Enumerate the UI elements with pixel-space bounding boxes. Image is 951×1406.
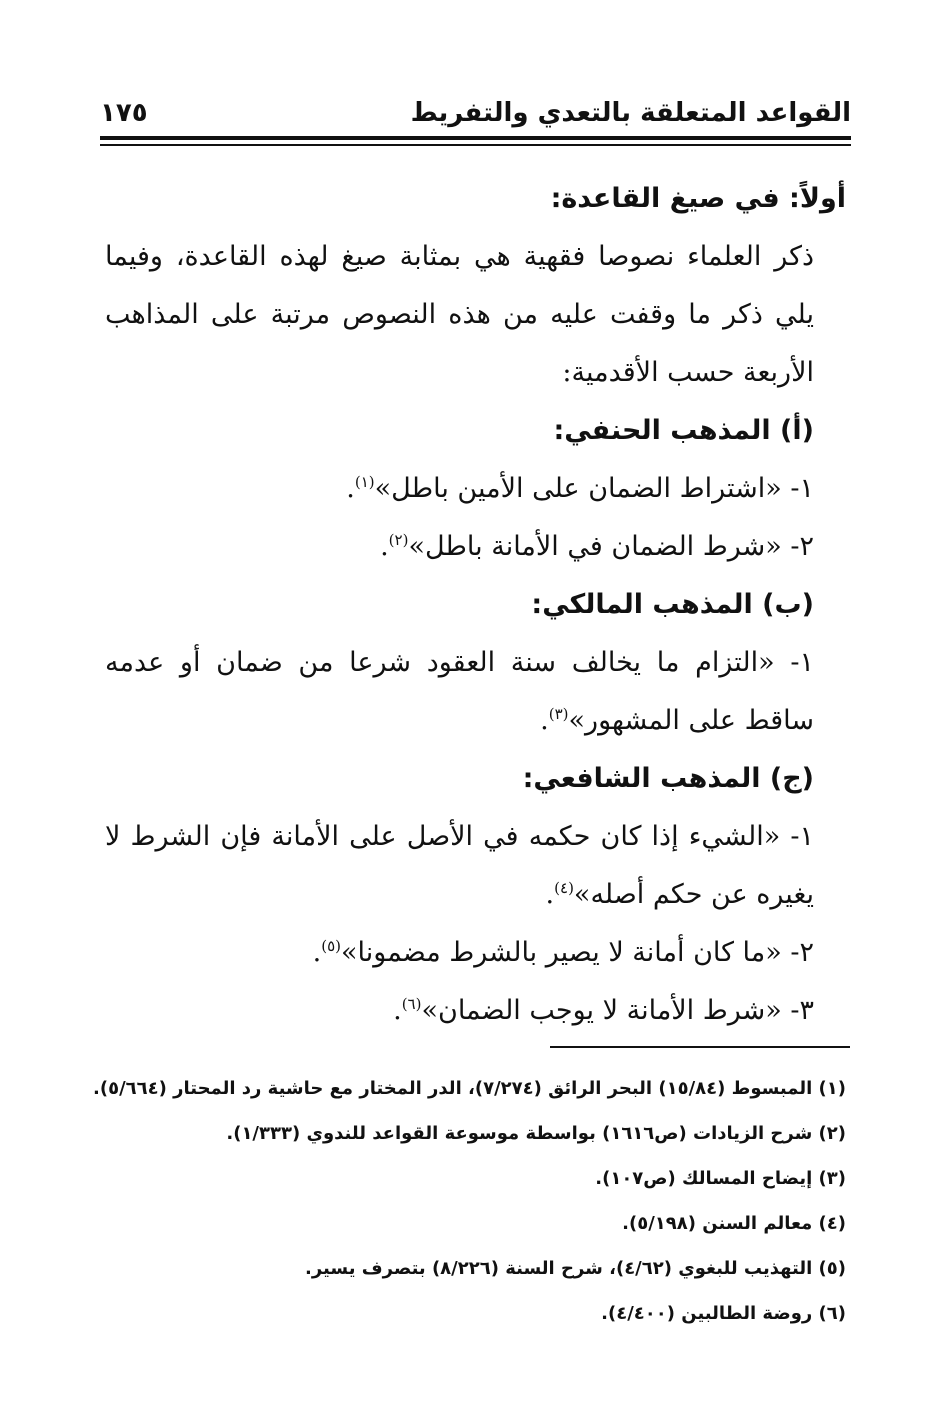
footnote-ref: (١) [354,473,375,491]
period: . [380,531,389,562]
rule-text: ١- «الشيء إذا كان حكمه في الأصل على الأمانة فإن الشرط لا يغيره عن حكم أصله» [105,821,814,910]
maliki-rule-1 [105,634,846,750]
shafii-rule-2 [105,924,846,982]
rule-text: ١- «اشتراط الضمان على الأمين باطل» [374,473,814,504]
rule-text: ٢- «ما كان أمانة لا يصير بالشرط مضمونا» [340,937,814,968]
footnote-ref: (٤) [554,879,574,897]
rule-text: ١- «التزام ما يخالف سنة العقود شرعا من ضمان أو عدمه ساقط على المشهور» [105,647,814,736]
footnote-ref: (٦) [401,995,422,1013]
footnote-3: (٣) إيضاح المسالك (ص١٠٧). [595,1168,846,1189]
footnote-ref: (٥) [321,937,341,955]
footnote-ref: (٣) [548,705,569,723]
period: . [346,473,355,504]
hanafi-heading: (أ) المذهب الحنفي: [553,415,814,446]
header-rule-thick [100,136,851,140]
rule-text: ٣- «شرط الأمانة لا يوجب الضمان» [421,995,814,1026]
running-title: القواعد المتعلقة بالتعدي والتفريط [410,98,851,128]
period: . [545,879,555,910]
intro-paragraph: ذكر العلماء نصوصا فقهية هي بمثابة صيغ لهذه القاعدة، وفيما يلي ذكر ما وقفت عليه من هذه النصوص مرتبة على المذاهب الأربعة حسب الأقدمية: [105,241,814,388]
footnote-separator [550,1046,850,1048]
hanafi-rule-2 [105,518,846,576]
page-number: ١٧٥ [100,98,148,128]
hanafi-rule-1 [105,460,846,518]
main-text [105,170,846,1040]
maliki-heading: (ب) المذهب المالكي: [531,589,814,620]
footnote-4: (٤) معالم السنن (٥/١٩٨). [622,1213,846,1234]
footnotes [93,1066,846,1336]
period: . [540,705,549,736]
header-rule-thin [100,144,851,146]
footnote-6: (٦) روضة الطالبين (٤/٤٠٠). [601,1303,846,1324]
period: . [393,995,402,1026]
running-header [100,92,851,132]
shafii-rule-3 [105,982,846,1040]
section-heading: أولاً: في صيغ القاعدة: [550,183,846,214]
rule-text: ٢- «شرط الضمان في الأمانة باطل» [408,531,814,562]
footnote-2: (٢) شرح الزيادات (ص١٦١٦) بواسطة موسوعة القواعد للندوي (١/٣٣٣). [226,1123,846,1144]
period: . [312,937,322,968]
footnote-1: (١) المبسوط (١٥/٨٤) البحر الرائق (٧/٢٧٤)، الدر المختار مع حاشية رد المحتار (٥/٦٦٤). [93,1078,846,1099]
shafii-heading: (ج) المذهب الشافعي: [522,763,814,794]
shafii-rule-1 [105,808,846,924]
footnote-5: (٥) التهذيب للبغوي (٤/٦٢)، شرح السنة (٨/٢٢٦) بتصرف يسير. [305,1258,846,1279]
footnote-ref: (٢) [388,531,409,549]
